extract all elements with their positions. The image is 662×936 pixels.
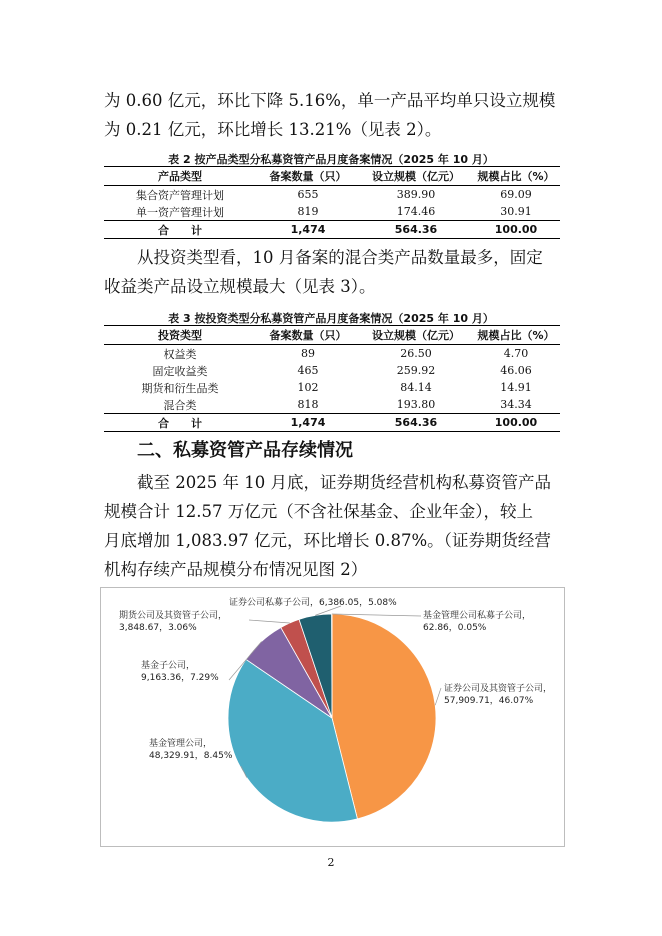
- table-cell: 30.91: [500, 205, 532, 218]
- table-cell: 固定收益类: [152, 364, 208, 378]
- table-cell: 564.36: [394, 416, 438, 429]
- paragraph-line: 为 0.21 亿元，环比增长 13.21%（见表 2）。: [104, 120, 442, 139]
- table-cell: 4.70: [503, 347, 529, 360]
- table-cell: 合 计: [158, 223, 202, 237]
- table-cell: 混合类: [163, 398, 197, 412]
- paragraph-bottom: [104, 468, 564, 584]
- table-cell: 102: [297, 381, 319, 394]
- table3: [104, 325, 560, 432]
- leader-line: [249, 620, 290, 623]
- section-heading: 二、私募资管产品存续情况: [137, 440, 353, 461]
- paragraph-line: 规模合计 12.57 万亿元（不含社保基金、企业年金），较上: [104, 502, 533, 521]
- table-cell: 100.00: [494, 223, 538, 236]
- table-row: [104, 396, 560, 414]
- leader-line: [435, 688, 441, 705]
- table3-caption: 表 3 按投资类型分私募资管产品月度备案情况（2025 年 10 月）: [168, 312, 494, 325]
- pie-chart-container: [100, 587, 565, 847]
- column-header: 备案数量（只）: [269, 170, 347, 183]
- table-cell: 389.90: [396, 188, 436, 201]
- table-cell: 465: [297, 364, 319, 377]
- table-cell: 84.14: [400, 381, 432, 394]
- table-cell: 89: [301, 347, 315, 360]
- table-row: [104, 186, 560, 204]
- table-total-row: [104, 221, 560, 239]
- paragraph-top: [104, 86, 564, 144]
- column-header: 备案数量（只）: [269, 329, 347, 342]
- table-cell: 集合资产管理计划: [136, 188, 224, 202]
- slice-label: 基金管理公司， 48,329.91，8.45%: [149, 739, 233, 761]
- pie-chart: [101, 588, 564, 846]
- table-cell: 权益类: [163, 347, 197, 361]
- table-cell: 合 计: [158, 416, 202, 430]
- column-header: 规模占比（%）: [477, 329, 555, 342]
- table-header-row: [104, 326, 560, 345]
- table-cell: 100.00: [494, 416, 538, 429]
- table-cell: 259.92: [396, 364, 436, 377]
- paragraph-line: 机构存续产品规模分布情况见图 2）: [104, 560, 368, 579]
- column-header: 设立规模（亿元）: [372, 170, 460, 183]
- paragraph-line: 截至 2025 年 10 月底，证券期货经营机构私募资管产品: [137, 473, 551, 492]
- page-number: 2: [327, 856, 335, 869]
- table-row: [104, 379, 560, 396]
- table-cell: 34.34: [500, 398, 532, 411]
- table-cell: 564.36: [394, 223, 438, 236]
- slice-label: 证券公司及其资管子公司， 57,909.71，46.07%: [444, 684, 553, 706]
- column-header: 产品类型: [158, 170, 202, 183]
- table-row: [104, 345, 560, 363]
- slice-label: 期货公司及其资管子公司， 3,848.67，3.06%: [119, 611, 228, 633]
- table-total-row: [104, 414, 560, 432]
- paragraph-line: 月底增加 1,083.97 亿元，环比增长 0.87%。（证券期货经营: [104, 531, 551, 550]
- slice-label: 基金管理公司私募子公司， 62.86，0.05%: [423, 611, 532, 633]
- table-cell: 1,474: [290, 416, 326, 429]
- table-cell: 819: [297, 205, 319, 218]
- table-cell: 26.50: [400, 347, 432, 360]
- table-cell: 818: [297, 398, 319, 411]
- table-cell: 655: [297, 188, 319, 201]
- paragraph-line: 为 0.60 亿元，环比下降 5.16%，单一产品平均单只设立规模: [104, 91, 556, 110]
- table-cell: 69.09: [500, 188, 532, 201]
- table2-caption: 表 2 按产品类型分私募资管产品月度备案情况（2025 年 10 月）: [168, 153, 494, 166]
- paragraph-line: 从投资类型看，10 月备案的混合类产品数量最多，固定: [137, 248, 543, 267]
- slice-label: 基金子公司， 9,163.36，7.29%: [141, 661, 219, 683]
- table-cell: 14.91: [500, 381, 532, 394]
- table-cell: 46.06: [500, 364, 532, 377]
- table-cell: 174.46: [396, 205, 436, 218]
- table-cell: 单一资产管理计划: [136, 205, 224, 219]
- table-header-row: [104, 167, 560, 186]
- table2: [104, 166, 560, 239]
- paragraph-line: 收益类产品设立规模最大（见表 3）。: [104, 277, 376, 296]
- column-header: 投资类型: [158, 329, 202, 342]
- paragraph-mid: [104, 243, 564, 301]
- table-row: [104, 203, 560, 221]
- column-header: 规模占比（%）: [477, 170, 555, 183]
- table-row: [104, 362, 560, 379]
- column-header: 设立规模（亿元）: [372, 329, 460, 342]
- slice-label: 证券公司私募子公司，6,386.05，5.08%: [229, 598, 397, 608]
- table-cell: 期货和衍生品类: [141, 381, 219, 395]
- table-cell: 193.80: [396, 398, 436, 411]
- table-cell: 1,474: [290, 223, 326, 236]
